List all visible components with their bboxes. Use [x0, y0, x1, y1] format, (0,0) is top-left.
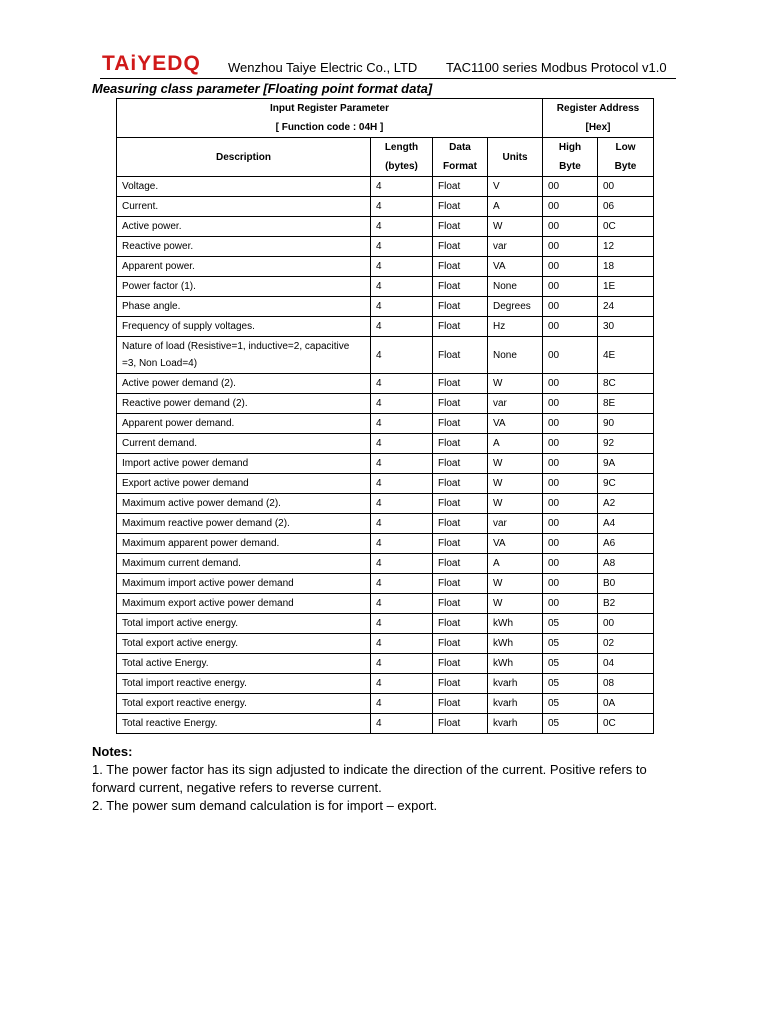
cell-length: 4: [371, 514, 433, 534]
cell-low-byte: 1E: [598, 277, 654, 297]
cell-low-byte: 00: [598, 177, 654, 197]
cell-data-format: Float: [433, 177, 488, 197]
note-item: 1. The power factor has its sign adjusted to indicate the direction of the current. Positive refers to forward current, negative refers to reverse current.: [92, 762, 647, 795]
cell-length: 4: [371, 414, 433, 434]
cell-description: Voltage.: [117, 177, 371, 197]
cell-units: VA: [488, 534, 543, 554]
header-register-address: Register Address [Hex]: [543, 99, 654, 138]
company-name: Wenzhou Taiye Electric Co., LTD: [228, 60, 418, 75]
cell-description: Import active power demand: [117, 454, 371, 474]
table-row: [117, 594, 654, 614]
cell-low-byte: 0C: [598, 714, 654, 734]
cell-length: 4: [371, 634, 433, 654]
cell-low-byte: 4E: [598, 337, 654, 374]
cell-units: Degrees: [488, 297, 543, 317]
cell-high-byte: 05: [543, 674, 598, 694]
cell-low-byte: A4: [598, 514, 654, 534]
cell-low-byte: A6: [598, 534, 654, 554]
cell-data-format: Float: [433, 494, 488, 514]
cell-units: var: [488, 237, 543, 257]
cell-description: Current demand.: [117, 434, 371, 454]
cell-length: 4: [371, 474, 433, 494]
header-low-byte: Low Byte: [598, 138, 654, 177]
cell-data-format: Float: [433, 654, 488, 674]
cell-low-byte: 02: [598, 634, 654, 654]
cell-high-byte: 00: [543, 374, 598, 394]
cell-data-format: Float: [433, 337, 488, 374]
document-title: TAC1100 series Modbus Protocol v1.0: [446, 60, 667, 75]
cell-units: A: [488, 197, 543, 217]
register-table: [116, 98, 654, 734]
cell-data-format: Float: [433, 434, 488, 454]
cell-low-byte: 00: [598, 614, 654, 634]
cell-description: Apparent power demand.: [117, 414, 371, 434]
cell-data-format: Float: [433, 317, 488, 337]
cell-units: V: [488, 177, 543, 197]
cell-data-format: Float: [433, 257, 488, 277]
cell-description: Maximum current demand.: [117, 554, 371, 574]
cell-units: kvarh: [488, 694, 543, 714]
cell-units: kvarh: [488, 714, 543, 734]
cell-units: var: [488, 394, 543, 414]
cell-high-byte: 05: [543, 634, 598, 654]
cell-data-format: Float: [433, 674, 488, 694]
table-row: [117, 317, 654, 337]
cell-data-format: Float: [433, 197, 488, 217]
cell-low-byte: 8C: [598, 374, 654, 394]
cell-data-format: Float: [433, 237, 488, 257]
cell-low-byte: 24: [598, 297, 654, 317]
cell-description: Active power.: [117, 217, 371, 237]
table-row: [117, 494, 654, 514]
cell-data-format: Float: [433, 634, 488, 654]
table-row: [117, 297, 654, 317]
cell-low-byte: 30: [598, 317, 654, 337]
table-row: [117, 634, 654, 654]
note-item: 2. The power sum demand calculation is for import – export.: [92, 798, 438, 813]
cell-description: Total reactive Energy.: [117, 714, 371, 734]
cell-units: W: [488, 374, 543, 394]
cell-description: Current.: [117, 197, 371, 217]
table-row: [117, 554, 654, 574]
cell-length: 4: [371, 277, 433, 297]
cell-high-byte: 00: [543, 434, 598, 454]
cell-description: Total active Energy.: [117, 654, 371, 674]
cell-length: 4: [371, 614, 433, 634]
cell-data-format: Float: [433, 277, 488, 297]
table-row: [117, 237, 654, 257]
table-row: [117, 674, 654, 694]
cell-units: A: [488, 554, 543, 574]
cell-high-byte: 00: [543, 454, 598, 474]
table-row: [117, 374, 654, 394]
cell-low-byte: 9C: [598, 474, 654, 494]
cell-low-byte: 0C: [598, 217, 654, 237]
cell-low-byte: B2: [598, 594, 654, 614]
cell-length: 4: [371, 714, 433, 734]
cell-length: 4: [371, 554, 433, 574]
table-row: [117, 514, 654, 534]
cell-data-format: Float: [433, 694, 488, 714]
cell-units: W: [488, 217, 543, 237]
cell-high-byte: 00: [543, 177, 598, 197]
cell-high-byte: 00: [543, 494, 598, 514]
cell-low-byte: 04: [598, 654, 654, 674]
cell-length: 4: [371, 177, 433, 197]
header-length: Length (bytes): [371, 138, 433, 177]
cell-description: Maximum apparent power demand.: [117, 534, 371, 554]
cell-description: Total export active energy.: [117, 634, 371, 654]
cell-data-format: Float: [433, 454, 488, 474]
notes-section: [92, 743, 672, 815]
table-row: [117, 694, 654, 714]
cell-low-byte: A2: [598, 494, 654, 514]
cell-length: 4: [371, 454, 433, 474]
cell-length: 4: [371, 257, 433, 277]
cell-high-byte: 00: [543, 337, 598, 374]
cell-high-byte: 00: [543, 237, 598, 257]
cell-units: W: [488, 454, 543, 474]
table-row: [117, 454, 654, 474]
cell-high-byte: 00: [543, 514, 598, 534]
cell-description: Total export reactive energy.: [117, 694, 371, 714]
cell-data-format: Float: [433, 297, 488, 317]
cell-length: 4: [371, 674, 433, 694]
cell-high-byte: 00: [543, 534, 598, 554]
cell-low-byte: B0: [598, 574, 654, 594]
table-row: [117, 197, 654, 217]
cell-units: None: [488, 277, 543, 297]
table-row: [117, 614, 654, 634]
table-row: [117, 654, 654, 674]
notes-title: Notes:: [92, 744, 133, 759]
cell-data-format: Float: [433, 217, 488, 237]
cell-length: 4: [371, 574, 433, 594]
cell-description: Power factor (1).: [117, 277, 371, 297]
cell-high-byte: 05: [543, 654, 598, 674]
cell-units: A: [488, 434, 543, 454]
cell-length: 4: [371, 654, 433, 674]
cell-description: Maximum export active power demand: [117, 594, 371, 614]
cell-units: var: [488, 514, 543, 534]
cell-length: 4: [371, 337, 433, 374]
cell-data-format: Float: [433, 714, 488, 734]
table-row: [117, 534, 654, 554]
cell-data-format: Float: [433, 394, 488, 414]
header-input-register: Input Register Parameter [ Function code : 04H ]: [117, 99, 543, 138]
header-description: Description: [117, 138, 371, 177]
cell-low-byte: 08: [598, 674, 654, 694]
cell-length: 4: [371, 694, 433, 714]
cell-low-byte: 12: [598, 237, 654, 257]
cell-high-byte: 00: [543, 297, 598, 317]
cell-units: kWh: [488, 654, 543, 674]
cell-units: W: [488, 594, 543, 614]
cell-description: Maximum active power demand (2).: [117, 494, 371, 514]
cell-description: Apparent power.: [117, 257, 371, 277]
cell-description: Nature of load (Resistive=1, inductive=2, capacitive =3, Non Load=4): [117, 337, 371, 374]
cell-length: 4: [371, 594, 433, 614]
cell-length: 4: [371, 534, 433, 554]
cell-low-byte: 92: [598, 434, 654, 454]
cell-high-byte: 05: [543, 714, 598, 734]
cell-data-format: Float: [433, 614, 488, 634]
cell-units: W: [488, 474, 543, 494]
cell-low-byte: 06: [598, 197, 654, 217]
cell-units: VA: [488, 257, 543, 277]
header-high-byte: High Byte: [543, 138, 598, 177]
cell-high-byte: 00: [543, 594, 598, 614]
cell-high-byte: 00: [543, 474, 598, 494]
cell-data-format: Float: [433, 554, 488, 574]
cell-data-format: Float: [433, 534, 488, 554]
cell-units: kWh: [488, 614, 543, 634]
page-header: [100, 52, 676, 79]
table-row: [117, 177, 654, 197]
cell-length: 4: [371, 374, 433, 394]
cell-high-byte: 00: [543, 394, 598, 414]
section-title: Measuring class parameter [Floating point format data]: [92, 81, 433, 96]
table-header-row-group: [117, 99, 654, 138]
table-row: [117, 574, 654, 594]
cell-length: 4: [371, 197, 433, 217]
table-row: [117, 414, 654, 434]
cell-length: 4: [371, 394, 433, 414]
cell-data-format: Float: [433, 514, 488, 534]
cell-description: Reactive power.: [117, 237, 371, 257]
cell-high-byte: 00: [543, 317, 598, 337]
cell-data-format: Float: [433, 374, 488, 394]
cell-data-format: Float: [433, 574, 488, 594]
cell-low-byte: 90: [598, 414, 654, 434]
cell-low-byte: 9A: [598, 454, 654, 474]
cell-description: Frequency of supply voltages.: [117, 317, 371, 337]
table-row: [117, 714, 654, 734]
cell-high-byte: 05: [543, 614, 598, 634]
cell-high-byte: 00: [543, 414, 598, 434]
cell-low-byte: 0A: [598, 694, 654, 714]
cell-description: Export active power demand: [117, 474, 371, 494]
table-row: [117, 257, 654, 277]
table-row: [117, 394, 654, 414]
cell-description: Total import reactive energy.: [117, 674, 371, 694]
cell-high-byte: 00: [543, 554, 598, 574]
cell-data-format: Float: [433, 474, 488, 494]
cell-description: Maximum reactive power demand (2).: [117, 514, 371, 534]
cell-data-format: Float: [433, 594, 488, 614]
cell-length: 4: [371, 237, 433, 257]
cell-low-byte: A8: [598, 554, 654, 574]
cell-units: W: [488, 494, 543, 514]
header-data-format: Data Format: [433, 138, 488, 177]
cell-high-byte: 00: [543, 574, 598, 594]
table-body: [117, 177, 654, 734]
cell-high-byte: 00: [543, 257, 598, 277]
cell-description: Phase angle.: [117, 297, 371, 317]
cell-units: kWh: [488, 634, 543, 654]
cell-length: 4: [371, 217, 433, 237]
cell-data-format: Float: [433, 414, 488, 434]
cell-units: None: [488, 337, 543, 374]
header-units: Units: [488, 138, 543, 177]
cell-length: 4: [371, 434, 433, 454]
cell-high-byte: 00: [543, 277, 598, 297]
cell-description: Reactive power demand (2).: [117, 394, 371, 414]
cell-length: 4: [371, 317, 433, 337]
table-row: [117, 277, 654, 297]
table-row: [117, 217, 654, 237]
cell-length: 4: [371, 297, 433, 317]
cell-description: Active power demand (2).: [117, 374, 371, 394]
cell-low-byte: 18: [598, 257, 654, 277]
cell-units: W: [488, 574, 543, 594]
cell-high-byte: 05: [543, 694, 598, 714]
table-row: [117, 337, 654, 374]
cell-high-byte: 00: [543, 217, 598, 237]
table-header-row-columns: [117, 138, 654, 177]
cell-low-byte: 8E: [598, 394, 654, 414]
cell-length: 4: [371, 494, 433, 514]
table-row: [117, 474, 654, 494]
cell-units: kvarh: [488, 674, 543, 694]
cell-description: Maximum import active power demand: [117, 574, 371, 594]
cell-units: Hz: [488, 317, 543, 337]
cell-description: Total import active energy.: [117, 614, 371, 634]
cell-high-byte: 00: [543, 197, 598, 217]
cell-units: VA: [488, 414, 543, 434]
company-logo: TAiYEDQ: [102, 52, 201, 75]
table-row: [117, 434, 654, 454]
